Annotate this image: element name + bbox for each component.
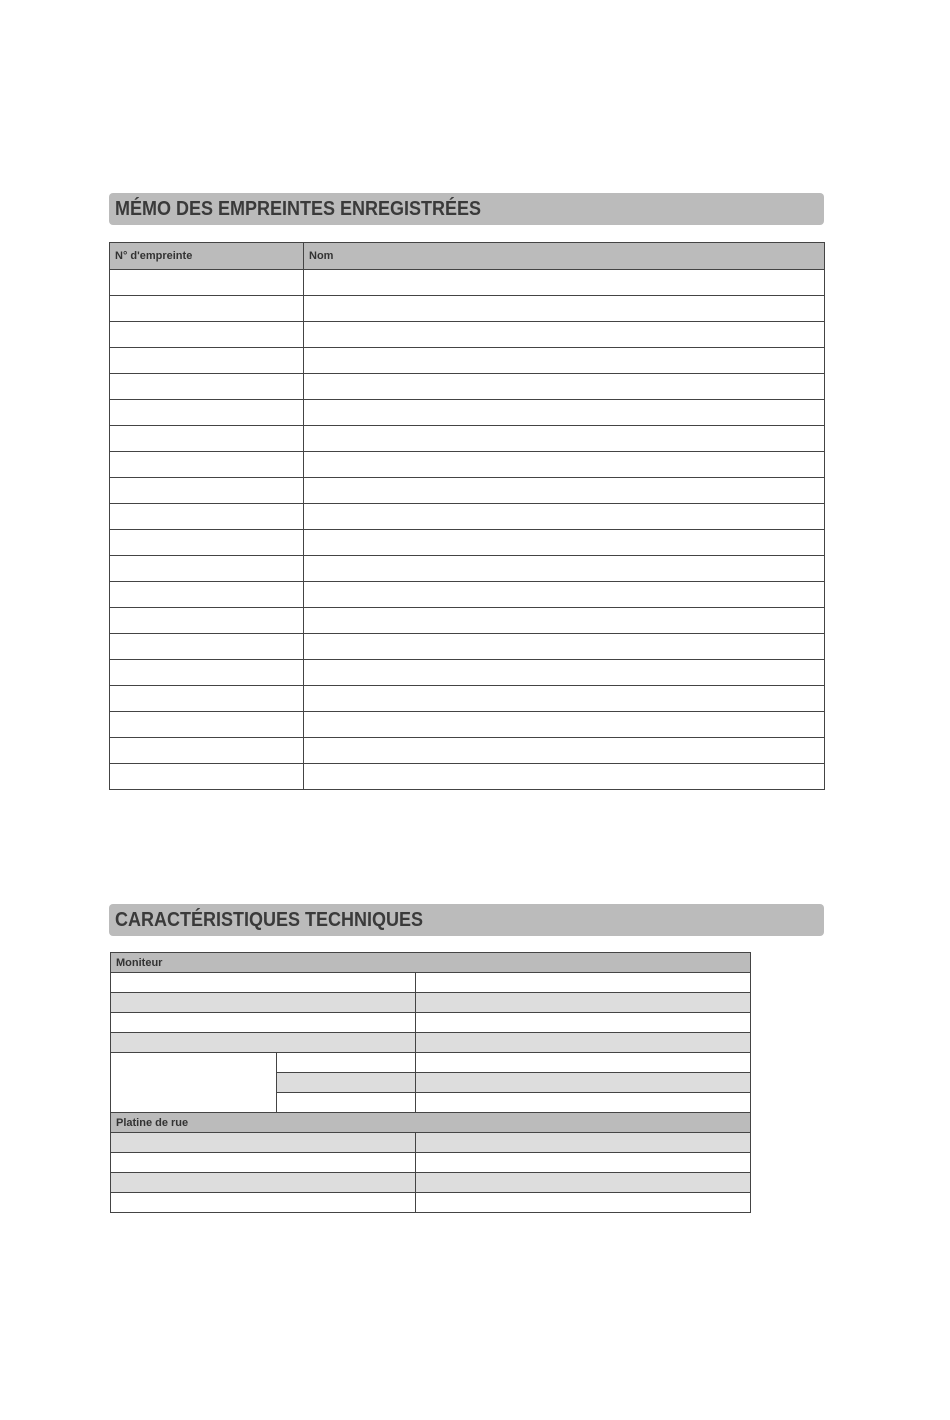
- fingerprint-number-cell[interactable]: [110, 712, 304, 738]
- spec-merged-label-cell: [111, 1053, 277, 1113]
- fingerprint-name-cell[interactable]: [304, 400, 825, 426]
- fingerprint-number-cell[interactable]: [110, 764, 304, 790]
- fingerprint-name-cell[interactable]: [304, 608, 825, 634]
- fingerprint-number-cell[interactable]: [110, 738, 304, 764]
- group-row-monitor: [111, 953, 751, 973]
- spec-value-cell: [416, 1073, 751, 1093]
- spec-label-cell: [111, 1173, 416, 1193]
- fingerprint-number-cell[interactable]: [110, 296, 304, 322]
- fingerprint-name-cell[interactable]: [304, 686, 825, 712]
- fingerprint-name-cell[interactable]: [304, 296, 825, 322]
- table-row: [110, 738, 825, 764]
- fingerprint-number-cell[interactable]: [110, 686, 304, 712]
- fingerprint-name-cell[interactable]: [304, 556, 825, 582]
- fingerprint-name-cell[interactable]: [304, 504, 825, 530]
- spec-sublabel-cell: [277, 1073, 416, 1093]
- fingerprint-name-cell[interactable]: [304, 712, 825, 738]
- spec-value-cell: [416, 1193, 751, 1213]
- table-row: [111, 1053, 751, 1073]
- table-row: [110, 400, 825, 426]
- table-row: [110, 426, 825, 452]
- column-header-name: Nom: [304, 243, 825, 270]
- fingerprint-number-cell[interactable]: [110, 270, 304, 296]
- fingerprint-memo-table: [109, 242, 825, 790]
- fingerprint-name-cell[interactable]: [304, 764, 825, 790]
- spec-value-cell: [416, 1013, 751, 1033]
- group-row-street-panel: [111, 1113, 751, 1133]
- memo-section-header: [109, 193, 824, 225]
- spec-value-cell: [416, 1093, 751, 1113]
- table-row: [110, 374, 825, 400]
- table-row: [110, 504, 825, 530]
- column-header-fingerprint-number: N° d'empreinte: [110, 243, 304, 270]
- table-row: [110, 322, 825, 348]
- table-row: [110, 764, 825, 790]
- fingerprint-number-cell[interactable]: [110, 582, 304, 608]
- fingerprint-name-cell[interactable]: [304, 738, 825, 764]
- spec-value-cell: [416, 1033, 751, 1053]
- spec-value-cell: [416, 993, 751, 1013]
- fingerprint-number-cell[interactable]: [110, 452, 304, 478]
- fingerprint-number-cell[interactable]: [110, 608, 304, 634]
- spec-value-cell: [416, 973, 751, 993]
- table-row: [110, 634, 825, 660]
- fingerprint-name-cell[interactable]: [304, 348, 825, 374]
- specs-section-header: [109, 904, 824, 936]
- table-row: [110, 452, 825, 478]
- fingerprint-number-cell[interactable]: [110, 504, 304, 530]
- fingerprint-number-cell[interactable]: [110, 530, 304, 556]
- table-row: [110, 582, 825, 608]
- group-label-street-panel: Platine de rue: [111, 1113, 751, 1133]
- spec-value-cell: [416, 1133, 751, 1153]
- table-row: [110, 270, 825, 296]
- table-row: [110, 296, 825, 322]
- table-row: [110, 660, 825, 686]
- fingerprint-number-cell[interactable]: [110, 426, 304, 452]
- fingerprint-number-cell[interactable]: [110, 348, 304, 374]
- table-row: [110, 530, 825, 556]
- technical-specs-table: [110, 952, 751, 1213]
- spec-label-cell: [111, 1013, 416, 1033]
- table-row: [110, 608, 825, 634]
- fingerprint-name-cell[interactable]: [304, 452, 825, 478]
- spec-label-cell: [111, 973, 416, 993]
- spec-label-cell: [111, 993, 416, 1013]
- fingerprint-name-cell[interactable]: [304, 426, 825, 452]
- spec-label-cell: [111, 1153, 416, 1173]
- spec-value-cell: [416, 1053, 751, 1073]
- specs-section-title: CARACTÉRISTIQUES TECHNIQUES: [115, 908, 424, 931]
- table-row: [111, 1133, 751, 1153]
- table-row: [111, 1173, 751, 1193]
- spec-sublabel-cell: [277, 1053, 416, 1073]
- spec-sublabel-cell: [277, 1093, 416, 1113]
- fingerprint-name-cell[interactable]: [304, 374, 825, 400]
- fingerprint-name-cell[interactable]: [304, 270, 825, 296]
- spec-label-cell: [111, 1033, 416, 1053]
- fingerprint-number-cell[interactable]: [110, 374, 304, 400]
- table-row: [110, 348, 825, 374]
- table-header-row: [110, 243, 825, 270]
- table-row: [111, 1153, 751, 1173]
- table-row: [111, 993, 751, 1013]
- table-row: [111, 1033, 751, 1053]
- fingerprint-name-cell[interactable]: [304, 634, 825, 660]
- table-row: [111, 1193, 751, 1213]
- fingerprint-number-cell[interactable]: [110, 322, 304, 348]
- fingerprint-number-cell[interactable]: [110, 660, 304, 686]
- fingerprint-name-cell[interactable]: [304, 660, 825, 686]
- table-row: [111, 973, 751, 993]
- table-row: [110, 712, 825, 738]
- fingerprint-name-cell[interactable]: [304, 530, 825, 556]
- table-row: [110, 556, 825, 582]
- fingerprint-name-cell[interactable]: [304, 322, 825, 348]
- fingerprint-number-cell[interactable]: [110, 634, 304, 660]
- table-row: [110, 686, 825, 712]
- memo-section-title: MÉMO DES EMPREINTES ENREGISTRÉES: [115, 197, 482, 220]
- fingerprint-number-cell[interactable]: [110, 478, 304, 504]
- spec-value-cell: [416, 1153, 751, 1173]
- fingerprint-name-cell[interactable]: [304, 582, 825, 608]
- fingerprint-number-cell[interactable]: [110, 556, 304, 582]
- spec-value-cell: [416, 1173, 751, 1193]
- group-label-monitor: Moniteur: [111, 953, 751, 973]
- spec-label-cell: [111, 1193, 416, 1213]
- spec-label-cell: [111, 1133, 416, 1153]
- table-row: [111, 1013, 751, 1033]
- fingerprint-number-cell[interactable]: [110, 400, 304, 426]
- fingerprint-name-cell[interactable]: [304, 478, 825, 504]
- table-row: [110, 478, 825, 504]
